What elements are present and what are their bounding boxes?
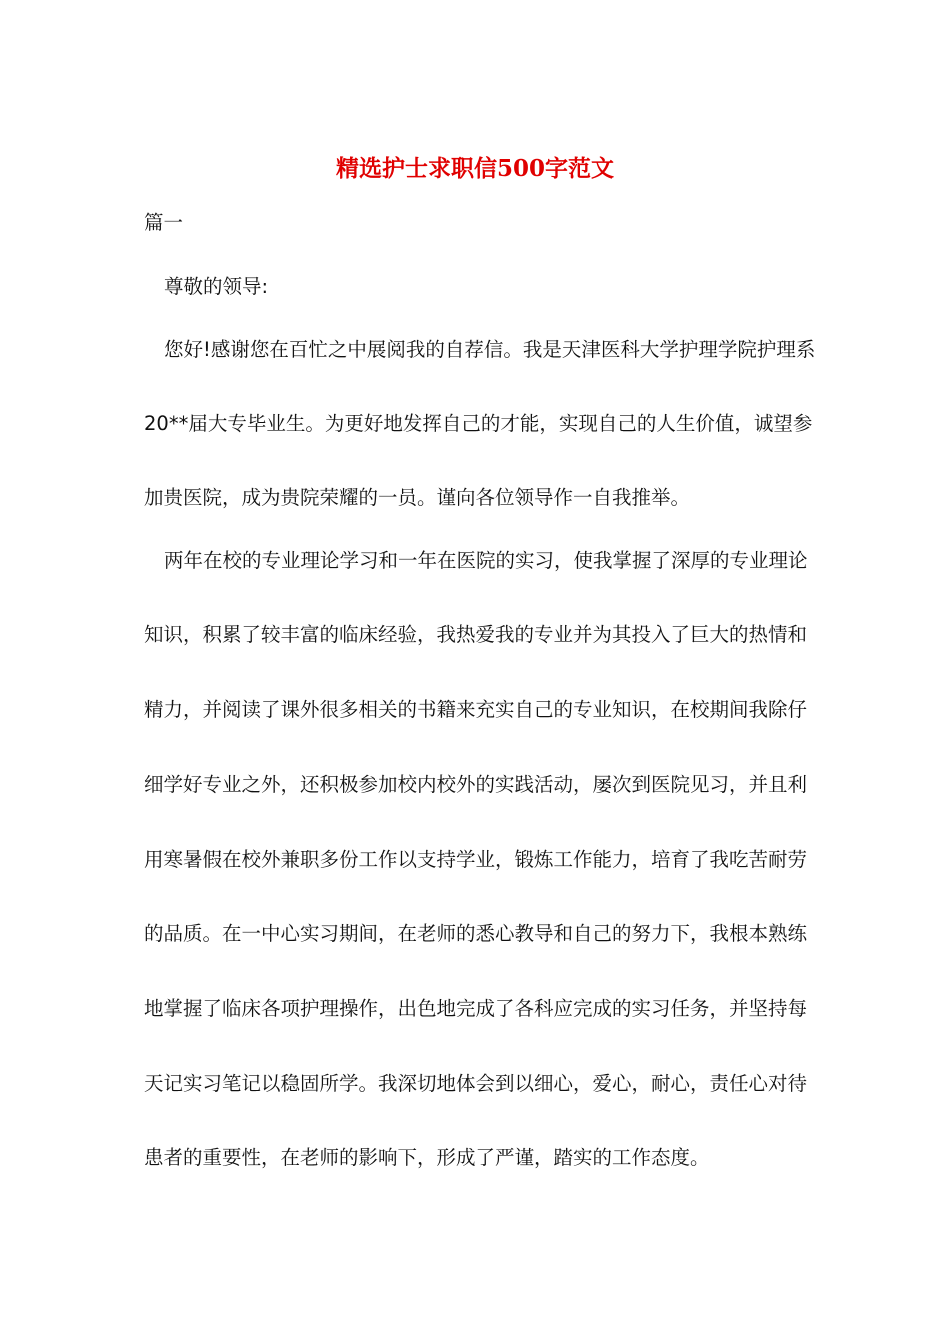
body-line-10: 地掌握了临床各项护理操作，出色地完成了各科应完成的实习任务，并坚持每: [144, 997, 808, 1020]
body-line-2: 20**届大专毕业生。为更好地发挥自己的才能，实现自己的人生价值，诚望参: [144, 412, 813, 435]
salutation: 尊敬的领导:: [164, 275, 269, 298]
body-line-5: 知识，积累了较丰富的临床经验，我热爱我的专业并为其投入了巨大的热情和: [144, 623, 808, 646]
body-line-3: 加贵医院，成为贵院荣耀的一员。谨向各位领导作一自我推举。: [144, 486, 691, 509]
body-line-1: 您好!感谢您在百忙之中展阅我的自荐信。我是天津医科大学护理学院护理系: [164, 338, 816, 361]
body-line-6: 精力，并阅读了课外很多相关的书籍来充实自己的专业知识，在校期间我除仔: [144, 698, 808, 721]
body-line-4: 两年在校的专业理论学习和一年在医院的实习，使我掌握了深厚的专业理论: [164, 549, 808, 572]
document-title: 精选护士求职信500字范文: [335, 155, 614, 182]
body-line-8: 用寒暑假在校外兼职多份工作以支持学业，锻炼工作能力，培育了我吃苦耐劳: [144, 848, 808, 871]
section-label: 篇一: [144, 211, 184, 234]
body-line-9: 的品质。在一中心实习期间，在老师的悉心教导和自己的努力下，我根本熟练: [144, 922, 808, 945]
body-line-11: 天记实习笔记以稳固所学。我深切地体会到以细心，爱心，耐心，责任心对待: [144, 1072, 808, 1095]
body-line-12: 患者的重要性，在老师的影响下，形成了严谨，踏实的工作态度。: [144, 1146, 710, 1169]
body-line-7: 细学好专业之外，还积极参加校内校外的实践活动，屡次到医院见习，并且利: [144, 773, 808, 796]
